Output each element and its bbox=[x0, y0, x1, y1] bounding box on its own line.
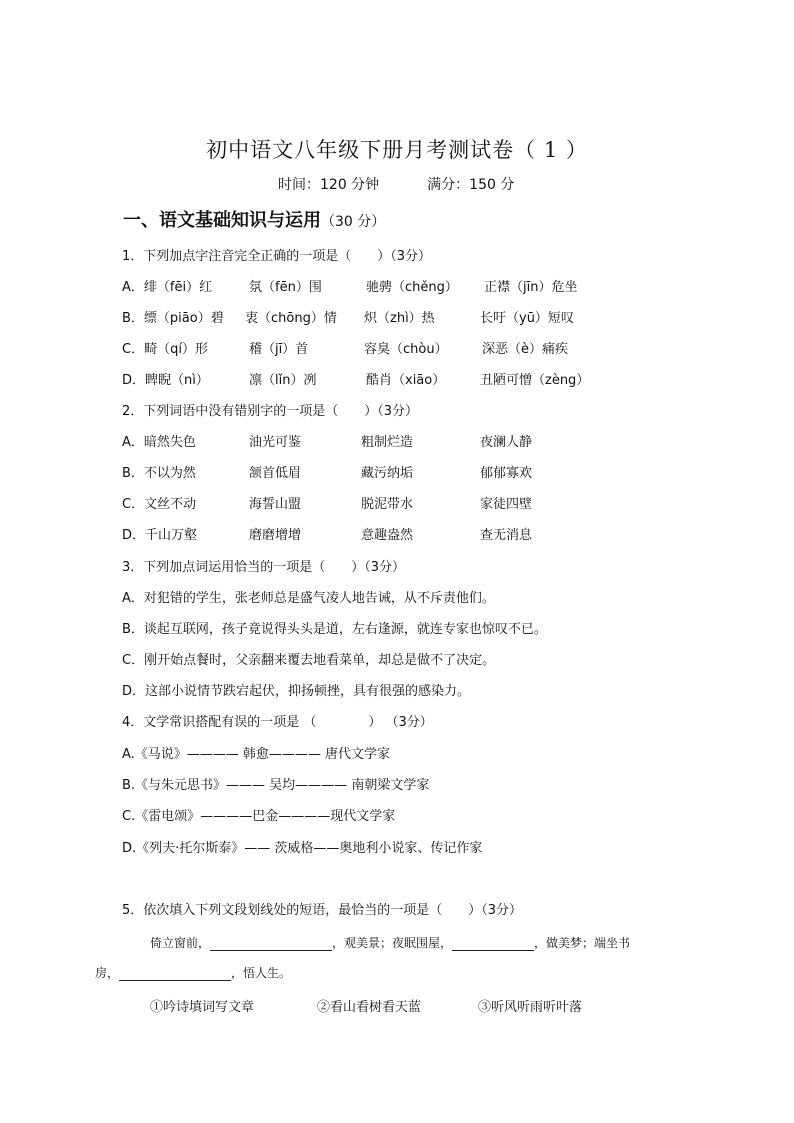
section-heading bbox=[123, 206, 385, 232]
section-points: （30 分） bbox=[321, 214, 386, 230]
option-term: 凛（lǐn）冽 bbox=[249, 373, 317, 388]
option-term: 氛（fēn）围 bbox=[249, 280, 322, 295]
option-term: 驰骋（chěng） bbox=[366, 280, 458, 295]
exam-time: 时间：120 分钟 bbox=[278, 177, 380, 193]
exam-title: 初中语文八年级下册月考测试卷（ 1 ） bbox=[206, 138, 588, 162]
exam-score: 满分：150 分 bbox=[427, 177, 515, 193]
passage-text: ，悟人生。 bbox=[231, 966, 292, 980]
option-term: 衷（chōng）情 bbox=[245, 311, 337, 326]
option-term: 海誓山盟 bbox=[249, 497, 302, 512]
option-term: 长吁（yū）短叹 bbox=[480, 311, 574, 326]
option-term: A．绯（fēi）红 bbox=[122, 280, 213, 295]
option-term: 颔首低眉 bbox=[249, 466, 302, 481]
question-5-passage-line-2 bbox=[95, 964, 291, 981]
choice-item: ①吟诗填词写文章 bbox=[150, 1000, 255, 1015]
question-1-stem: 1．下列加点字注音完全正确的一项是（ ）（3分） bbox=[122, 249, 432, 264]
question-3-option-a: A．对犯错的学生，张老师总是盛气凌人地告诫，从不斥责他们。 bbox=[122, 591, 495, 606]
option-term: 油光可鉴 bbox=[249, 435, 302, 450]
passage-text: 倚立窗前， bbox=[150, 936, 211, 950]
question-4-stem: 4．文学常识搭配有误的一项是 （ ） （3分） bbox=[122, 715, 433, 730]
option-term: 意趣盎然 bbox=[361, 528, 414, 543]
question-3-stem: 3．下列加点词运用恰当的一项是（ ）（3分） bbox=[122, 560, 406, 575]
option-term: 正襟（jīn）危坐 bbox=[484, 280, 578, 295]
option-term: 家徒四壁 bbox=[480, 497, 533, 512]
question-4-option-b: B.《与朱元思书》——— 吴均———— 南朝梁文学家 bbox=[122, 778, 430, 793]
option-term: D．千山万壑 bbox=[122, 528, 198, 543]
question-4-option-c: C.《雷电颂》————巴金————现代文学家 bbox=[122, 809, 396, 824]
option-term: 深恶（è）痛疾 bbox=[482, 342, 568, 357]
option-term: 稽（jī）首 bbox=[249, 342, 309, 357]
option-term: 丑陋可憎（zèng） bbox=[480, 373, 590, 388]
passage-text: ，观美景；夜眠围屋， bbox=[332, 936, 453, 950]
option-term: 炽（zhì）热 bbox=[364, 311, 435, 326]
option-term: D．睥睨（nì） bbox=[122, 373, 209, 388]
question-3-option-d: D．这部小说情节跌宕起伏，抑扬顿挫，具有很强的感染力。 bbox=[122, 684, 471, 699]
fill-blank-3 bbox=[119, 967, 231, 981]
option-term: 容臭（chòu） bbox=[364, 342, 448, 357]
section-title: 一、语文基础知识与运用 bbox=[123, 210, 321, 231]
question-5-passage-line-1 bbox=[150, 934, 630, 951]
passage-text: ，做美梦；端坐书 bbox=[534, 936, 631, 950]
question-4-option-d: D.《列夫·托尔斯泰》—— 茨威格——奥地利小说家、传记作家 bbox=[122, 841, 483, 856]
option-term: 粗制烂造 bbox=[361, 435, 414, 450]
option-term: B．不以为然 bbox=[122, 466, 196, 481]
option-term: C．畸（qí）形 bbox=[122, 342, 208, 357]
option-term: 查无消息 bbox=[480, 528, 533, 543]
exam-info bbox=[278, 174, 562, 194]
option-term: A．暗然失色 bbox=[122, 435, 196, 450]
option-term: 磨磨增增 bbox=[249, 528, 302, 543]
option-term: 脱泥带水 bbox=[361, 497, 414, 512]
question-5-stem: 5．依次填入下列文段划线处的短语，最恰当的一项是（ ）（3分） bbox=[122, 903, 523, 918]
option-term: C．文丝不动 bbox=[122, 497, 197, 512]
question-3-option-b: B．谈起互联网，孩子竟说得头头是道，左右逢源，就连专家也惊叹不已。 bbox=[122, 622, 547, 637]
option-term: B．缥（piāo）碧 bbox=[122, 311, 224, 326]
fill-blank-1 bbox=[210, 937, 332, 951]
passage-text: 房， bbox=[95, 966, 120, 980]
question-2-stem: 2．下列词语中没有错别字的一项是（ ）（3分） bbox=[122, 404, 419, 419]
choice-item: ③听风听雨听叶落 bbox=[478, 1000, 583, 1015]
option-term: 夜澜人静 bbox=[480, 435, 533, 450]
option-term: 藏污纳垢 bbox=[361, 466, 414, 481]
option-term: 酷肖（xiāo） bbox=[366, 373, 446, 388]
question-4-option-a: A.《马说》———— 韩愈———— 唐代文学家 bbox=[122, 747, 391, 762]
fill-blank-2 bbox=[452, 937, 534, 951]
question-3-option-c: C．刚开始点餐时，父亲翻来覆去地看菜单，却总是做不了决定。 bbox=[122, 653, 496, 668]
choice-item: ②看山看树看天蓝 bbox=[317, 1000, 422, 1015]
option-term: 郁郁寡欢 bbox=[480, 466, 533, 481]
